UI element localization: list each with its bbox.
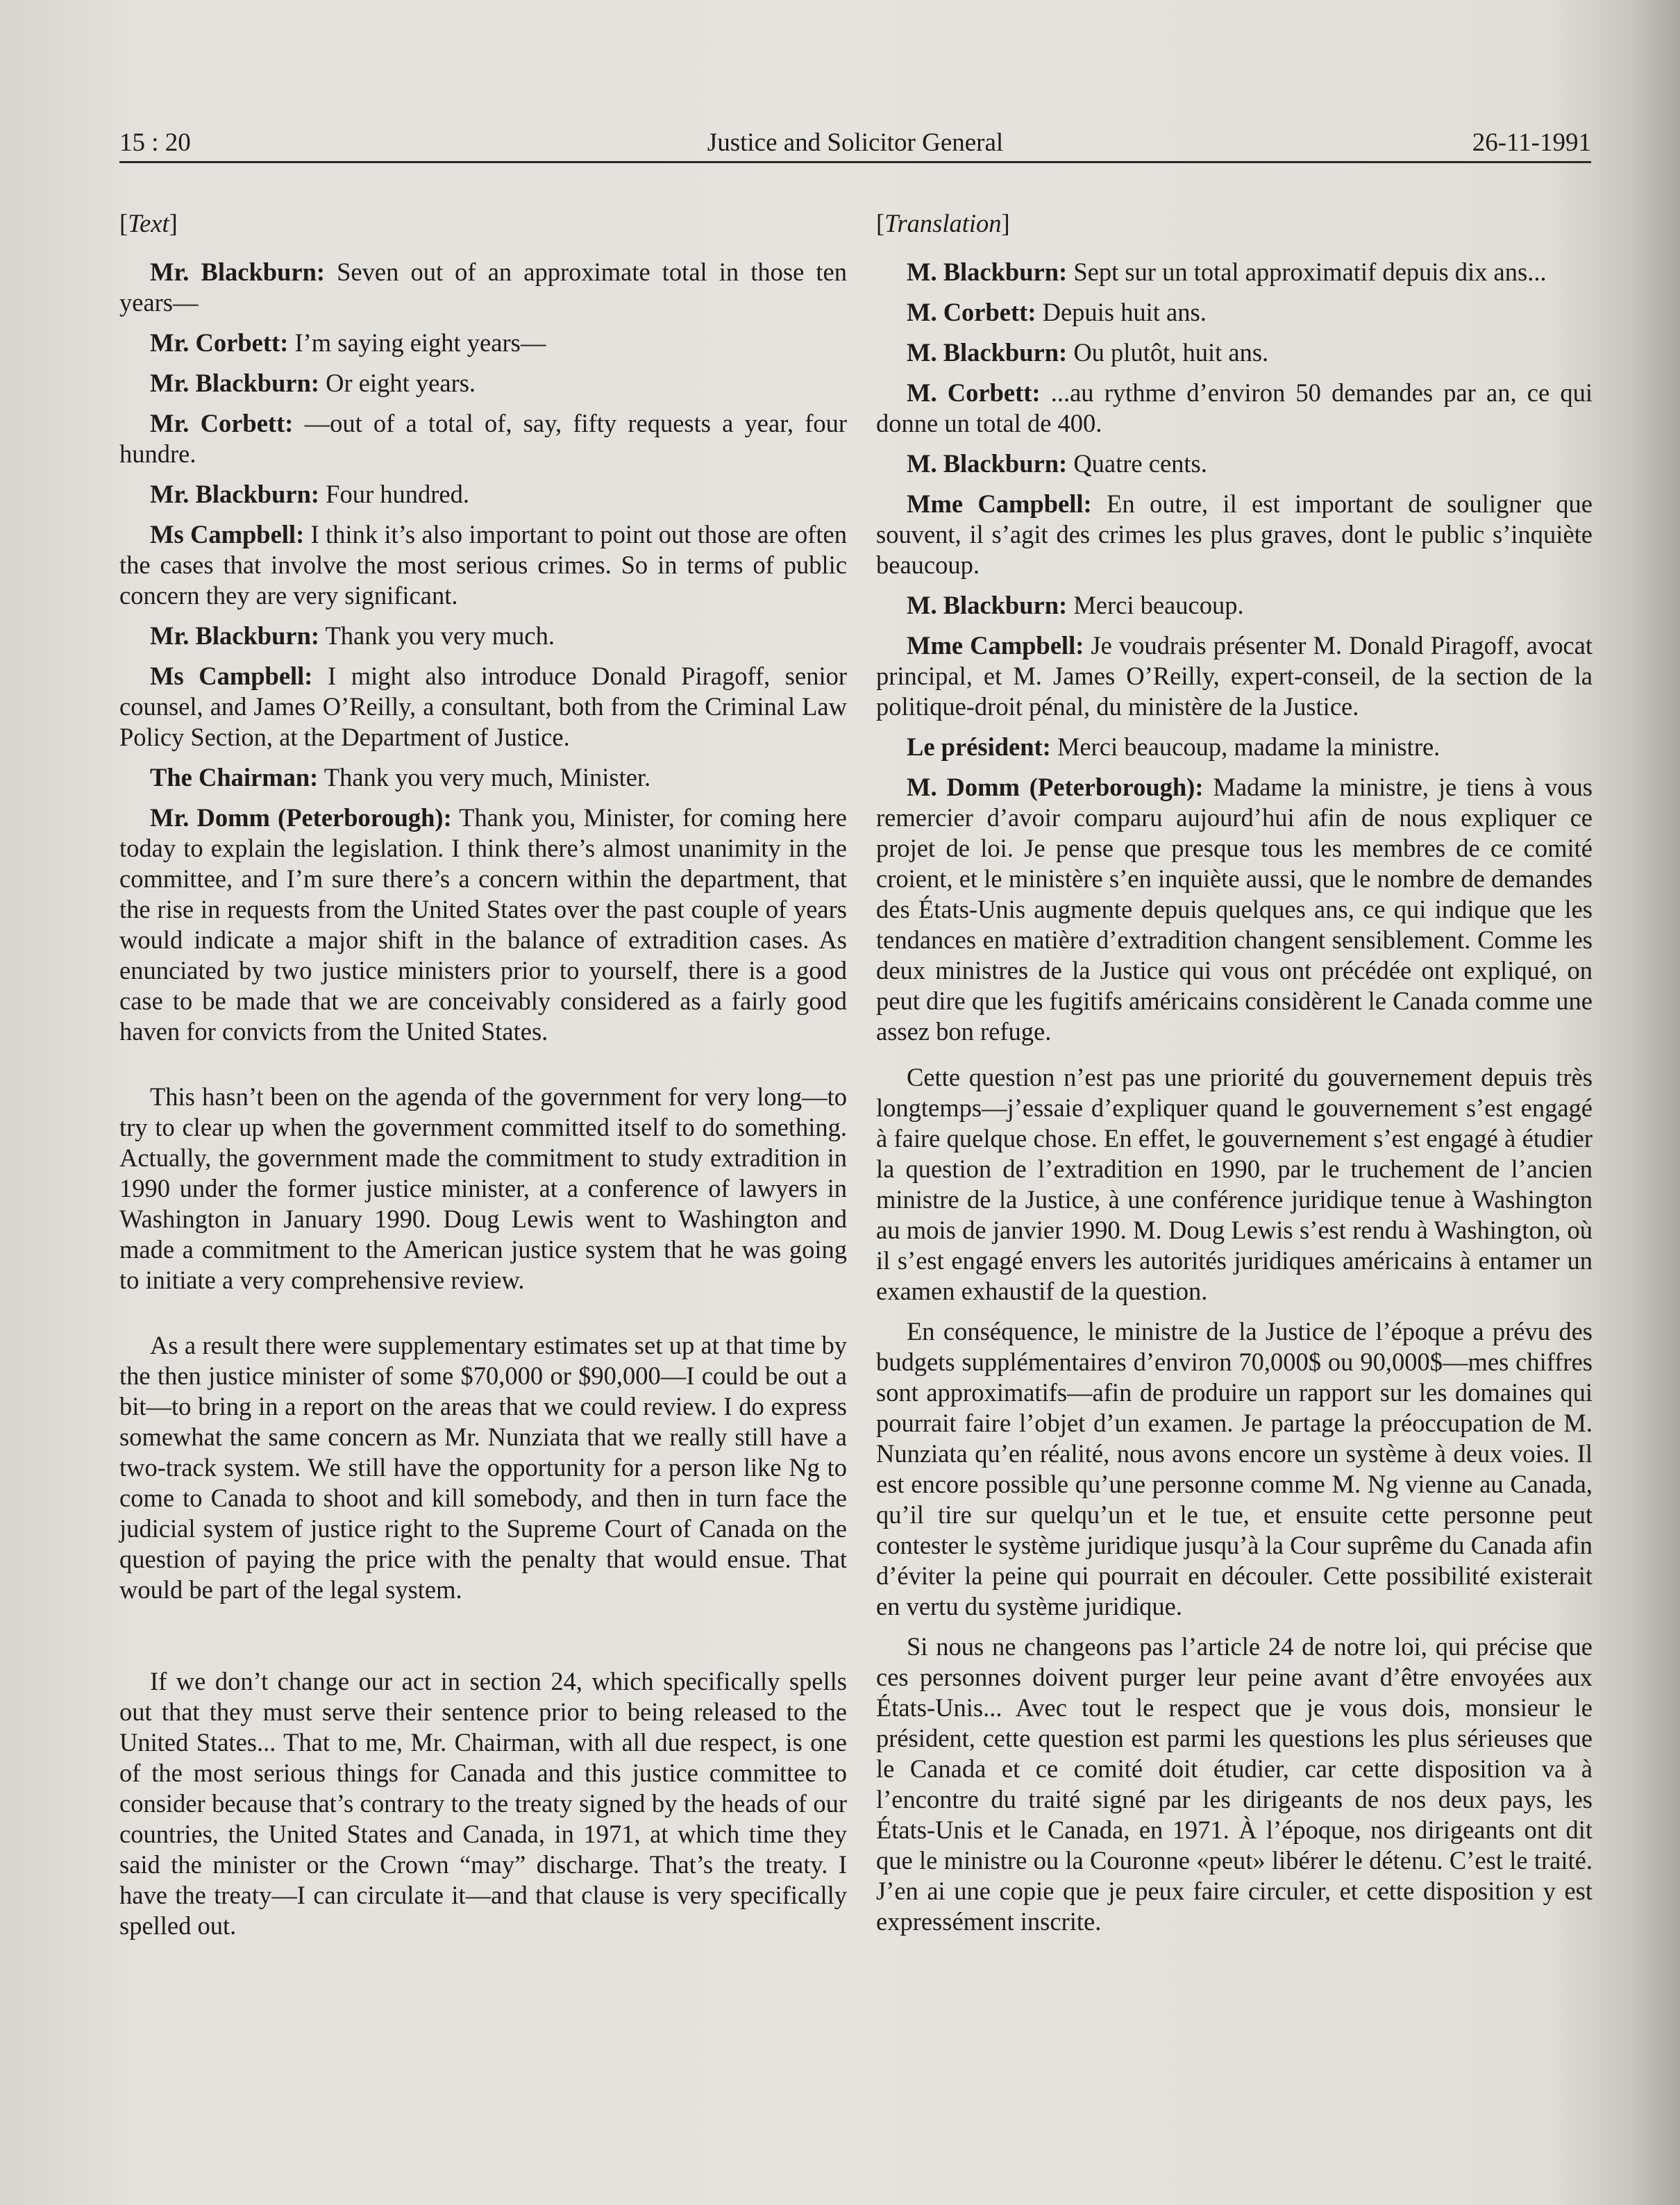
speaker-name: Mme Campbell: — [907, 631, 1084, 660]
transcript-paragraph — [876, 1632, 1593, 1937]
speech-text: Cette question n’est pas une priorité du gouvernement depuis très longtemps—j’essaie d’expliquer quand le gouvernement s’est engagé à faire quelque chose. En effet, le gouvernement s’est engagé à étudier la question de l’extradition en 1990, par le truchement de l’ancien ministre de la Justice, à une conférence juridique tenue à Washington au mois de janvier 1990. M. Doug Lewis s’est rendu à Washington, où il s’est engagé envers les autorités juridiques américains à entamer un examen exhaustif de la question. — [876, 1063, 1593, 1305]
speech-text: This hasn’t been on the agenda of the government for very long—to try to clear up when the government committed itself to do something. Actually, the government made the commitment to study extradition in 1990 under the former justice minister, at a conference of lawyers in Washington in January 1990. Doug Lewis went to Washington and made a commitment to the American justice system that he was going to initiate a very comprehensive review. — [119, 1082, 847, 1294]
speaker-name: Mr. Blackburn: — [150, 621, 320, 650]
speech-text: Si nous ne changeons pas l’article 24 de notre loi, qui précise que ces personnes doivent purger leur peine avant d’être envoyées aux États-Unis... Avec tout le respect que je vous dois, monsieur le président, cette question est parmi les questions les plus sérieuses que le Canada et ce comité doit étudier, car cette disposition va à l’encontre du traité signé par les dirigeants de nos deux pays, les États-Unis et le Canada, en 1971. À l’époque, nos dirigeants ont dit que le ministre ou la Couronne «peut» libérer le détenu. C’est le traité. J’en ai une copie que je peux faire circuler, et cette disposition y est expressément inscrite. — [876, 1632, 1593, 1936]
speaker-name: M. Corbett: — [907, 298, 1036, 326]
speech-text: Merci beaucoup, madame la ministre. — [1050, 732, 1440, 761]
header-date: 26-11-1991 — [1472, 128, 1591, 157]
speech-text: If we don’t change our act in section 24, which specifically spells out that they must serve their sentence prior to being released to the United States... That to me, Mr. Chairman, with all due respect, is one of the most serious things for Canada and this justice committee to consider because that’s contrary to the treaty signed by the heads of our countries, the United States and Canada, in 1971, at which time they said the minister or the Crown “may” discharge. That’s the treaty. I have the treaty—I can circulate it—and that clause is very specifically spelled out. — [119, 1667, 847, 1940]
speech-text: En outre, il est important de souligner que souvent, il s’agit des crimes les plus graves, dont le public s’inquiète beaucoup. — [876, 489, 1593, 579]
transcript-paragraph — [876, 772, 1593, 1047]
transcript-paragraph — [876, 489, 1593, 580]
speech-text: Thank you very much, Minister. — [318, 763, 651, 791]
speaker-name: Mr. Blackburn: — [150, 369, 320, 397]
transcript-paragraph — [119, 368, 847, 399]
transcript-paragraph — [119, 803, 847, 1047]
speaker-name: Mr. Corbett: — [150, 328, 289, 357]
speech-text: Je voudrais présenter M. Donald Piragoff, avocat principal, et M. James O’Reilly, expert-conseil, de la section de la politique-droit pénal, du ministère de la Justice. — [876, 631, 1593, 721]
speaker-name: Ms Campbell: — [150, 662, 313, 690]
speech-text: Or eight years. — [319, 369, 476, 397]
section-label-translation: [Translation] — [876, 209, 1010, 237]
english-column — [119, 208, 847, 1951]
speech-text: Ou plutôt, huit ans. — [1067, 338, 1269, 367]
transcript-paragraph — [876, 1316, 1593, 1622]
transcript-paragraph — [119, 328, 847, 358]
speaker-name: M. Blackburn: — [907, 258, 1068, 286]
transcript-paragraph — [119, 621, 847, 651]
publication-title: Justice and Solicitor General — [707, 128, 1004, 157]
transcript-paragraph — [119, 408, 847, 469]
speaker-name: M. Blackburn: — [907, 591, 1068, 619]
transcript-paragraph — [876, 590, 1593, 621]
transcript-paragraph — [876, 1062, 1593, 1307]
transcript-paragraph — [876, 630, 1593, 722]
speaker-name: M. Blackburn: — [907, 449, 1068, 478]
french-column — [876, 208, 1593, 1947]
transcript-paragraph — [119, 1082, 847, 1296]
speaker-name: Mr. Blackburn: — [150, 480, 320, 508]
speaker-name: M. Corbett: — [907, 378, 1041, 407]
speech-text: I think it’s also important to point out those are often the cases that involve the most serious crimes. So in terms of public concern they are very significant. — [119, 520, 847, 610]
speaker-name: Le président: — [907, 732, 1051, 761]
speaker-name: Mme Campbell: — [907, 489, 1092, 518]
speech-text: Four hundred. — [319, 480, 469, 508]
speaker-name: Ms Campbell: — [150, 520, 305, 548]
speaker-name: The Chairman: — [150, 763, 319, 791]
speech-text: I’m saying eight years— — [288, 328, 546, 357]
transcript-paragraph — [876, 448, 1593, 479]
transcript-paragraph — [119, 519, 847, 611]
speech-text: Madame la ministre, je tiens à vous remercier d’avoir comparu aujourd’hui afin de nous expliquer ce projet de loi. Je pense que presque tous les membres de ce comité croient, et le ministère s’en inquiète aussi, que le nombre de demandes des États-Unis augmente depuis quelques ans, ce qui indique que les tendances en matière d’extradition changent sensiblement. Comme les deux ministres de la Justice qui vous ont précédée ont expliqué, on peut dire que les fugitifs américains considèrent le Canada comme une assez bon refuge. — [876, 773, 1593, 1046]
transcript-paragraph — [119, 661, 847, 753]
transcript-paragraph — [119, 257, 847, 318]
speech-text: En conséquence, le ministre de la Justice de l’époque a prévu des budgets supplémentaires d’environ 70,000$ ou 90,000$—mes chiffres sont approximatifs—afin de produire un rapport sur les domaines qui pourrait faire l’objet d’un examen. Je partage la préoccupation de M. Nunziata qu’en réalité, nous avons encore un système à deux voies. Il est encore possible qu’une personne comme M. Ng vienne au Canada, qu’il tire sur quelqu’un et le tue, et ensuite cette personne peut contester le système juridique jusqu’à la Cour suprême du Canada afin d’éviter la peine qui pourrait en découler. Cette possibilité existerait en vertu du système juridique. — [876, 1317, 1593, 1620]
speech-text: Seven out of an approximate total in those ten years— — [119, 258, 847, 317]
speaker-name: M. Blackburn: — [907, 338, 1068, 367]
speech-text: Thank you, Minister, for coming here today to explain the legislation. I think there’s almost unanimity in the committee, and I’m sure there’s a concern within the department, that the rise in requests from the United States over the past couple of years would indicate a major shift in the balance of extradition cases. As enunciated by two justice ministers prior to yourself, there is a good case to be made that we are conceivably considered as a fairly good haven for convicts from the United States. — [119, 803, 847, 1046]
speech-text: Sept sur un total approximatif depuis dix ans... — [1067, 258, 1547, 286]
page-header — [119, 125, 1591, 163]
transcript-paragraph — [119, 1330, 847, 1605]
speaker-name: Mr. Blackburn: — [150, 258, 326, 286]
speech-text: Depuis huit ans. — [1036, 298, 1207, 326]
speech-text: As a result there were supplementary estimates set up at that time by the then justice minister of some $70,000 or $90,000—I could be out a bit—to bring in a report on the areas that we could review. I do express somewhat the same concern as Mr. Nunziata that we really still have a two-track system. We still have the opportunity for a person like Ng to come to Canada to shoot and kill somebody, and then in turn face the judicial system of justice right to the Supreme Court of Canada on the question of paying the price with the penalty that would ensue. That would be part of the legal system. — [119, 1331, 847, 1604]
transcript-paragraph — [876, 378, 1593, 439]
transcript-paragraph — [876, 297, 1593, 328]
transcript-paragraph — [119, 1666, 847, 1941]
speech-text: Merci beaucoup. — [1067, 591, 1244, 619]
transcript-paragraph — [119, 479, 847, 510]
speech-text: Quatre cents. — [1067, 449, 1207, 478]
speaker-name: Mr. Corbett: — [150, 409, 294, 437]
speech-text: Thank you very much. — [319, 621, 555, 650]
section-label-text: [Text] — [119, 209, 178, 237]
speech-text: I might also introduce Donald Piragoff, senior counsel, and James O’Reilly, a consultant, both from the Criminal Law Policy Section, at the Department of Justice. — [119, 662, 848, 751]
page-number: 15 : 20 — [119, 128, 191, 157]
speaker-name: M. Domm (Peterborough): — [907, 773, 1204, 801]
speaker-name: Mr. Domm (Peterborough): — [150, 803, 452, 832]
transcript-paragraph — [876, 337, 1593, 368]
transcript-paragraph — [119, 762, 847, 793]
speech-text: —out of a total of, say, fifty requests a year, four hundre. — [119, 409, 848, 468]
transcript-paragraph — [876, 732, 1593, 762]
speech-text: ...au rythme d’environ 50 demandes par an, ce qui donne un total de 400. — [876, 378, 1593, 437]
transcript-paragraph — [876, 257, 1593, 287]
